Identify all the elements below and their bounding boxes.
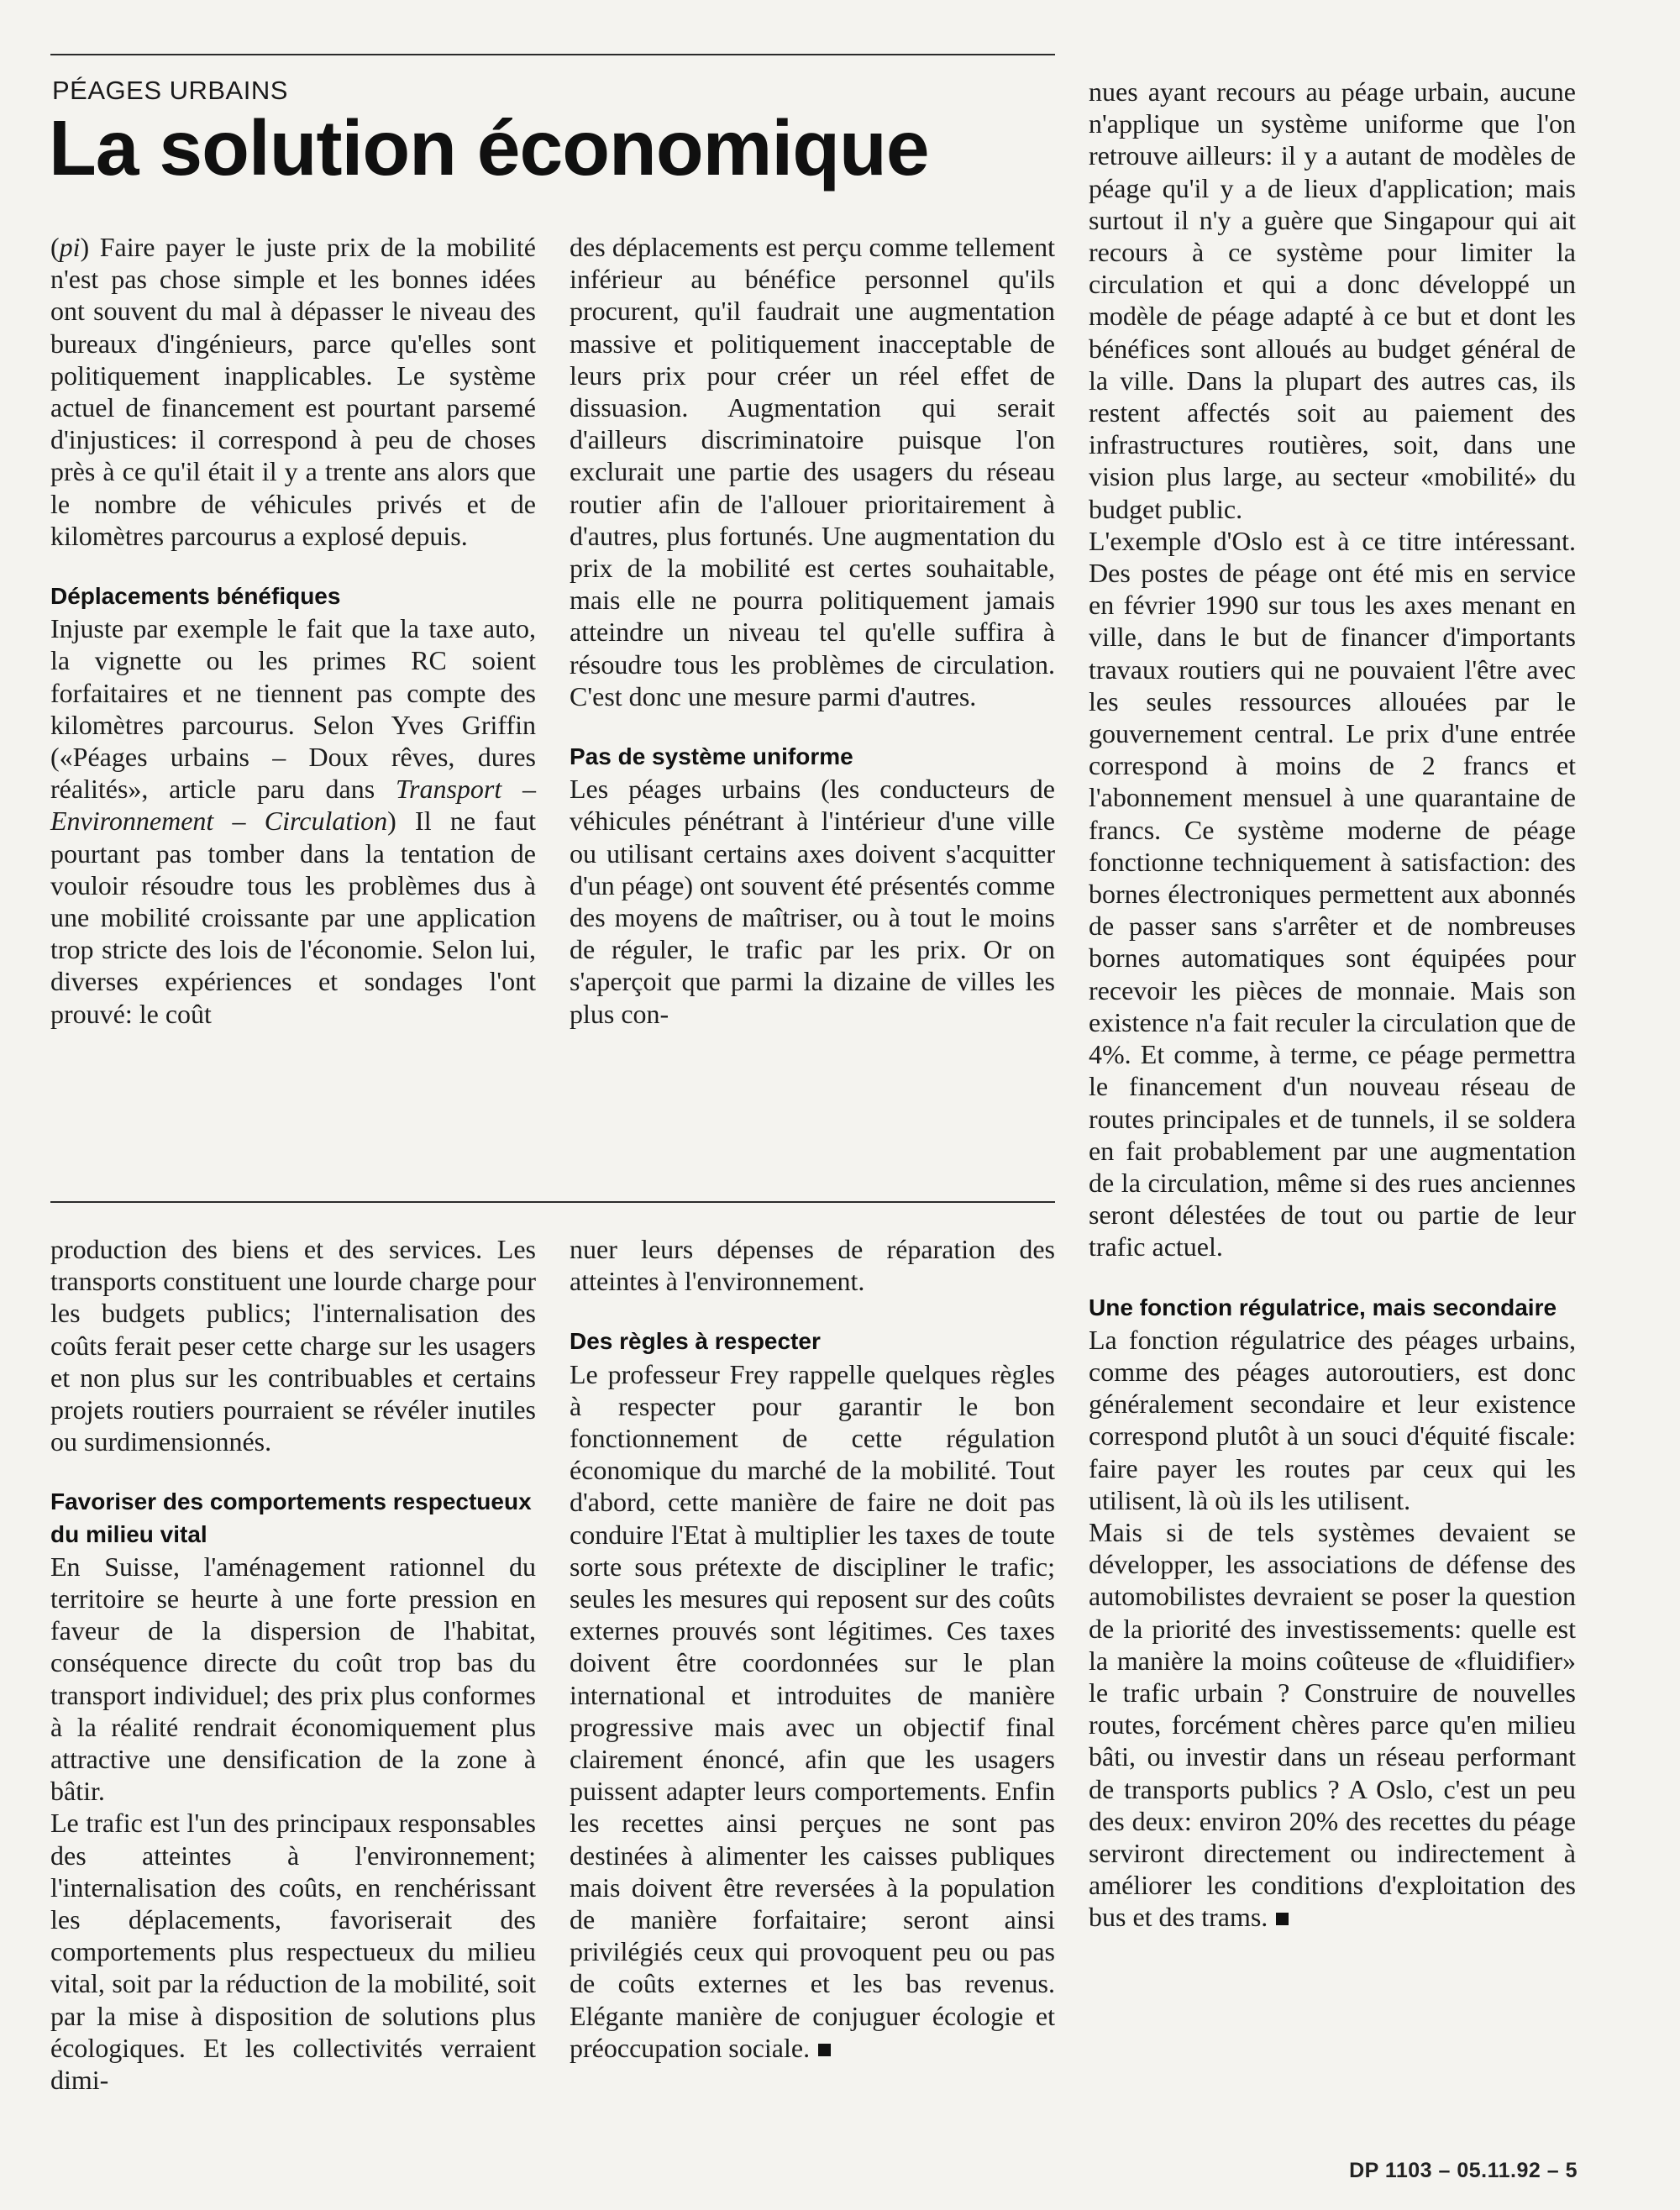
- subheading: Une fonction régulatrice, mais secondaire: [1089, 1294, 1557, 1320]
- paragraph: Injuste par exemple le fait que la taxe auto, la vignette ou les primes RC soient forfaitaires et ne tiennent pas compte des kilomètres parcourus. Selon Yves Griffin («Péages urbains – Doux rêves, dures réalités», article paru dans Transport – Environnement – Circulation) Il ne faut pourtant pas tomber dans la tentation de vouloir résoudre tous les problèmes dus à une mobilité croissante par une application trop stricte des lois de l'économie. Selon lui, diverses expériences et sondages l'ont prouvé: le coût: [50, 613, 537, 1029]
- paragraph: La fonction régulatrice des péages urbains, comme des péages autoroutiers, est donc généralement secondaire et leur existence correspond plutôt à un souci d'équité fiscale: faire payer les routes par ceux qui les utilisent, là où ils les utilisent.: [1089, 1324, 1576, 1515]
- subheading: Des règles à respecter: [570, 1328, 821, 1355]
- paragraph: nues ayant recours au péage urbain, aucune n'applique un système uniforme que l'on retrouve ailleurs: il y a autant de modèles de péage qu'il y a de lieux d'application; mais surtout il n'y a guère que Singapour qui ait recours à ce système pour limiter la circulation et qui a donc développé un modèle de péage adapté à ce but et dont les bénéfices sont alloués au budget général de la ville. Dans la plupart des autres cas, ils restent affectés soit au paiement des infrastructures routières, soit, dans une vision plus large, au secteur «mobilité» du budget public.: [1089, 76, 1576, 524]
- column-2: [570, 231, 1055, 1030]
- paragraph: Les péages urbains (les conducteurs de véhicules pénétrant à l'intérieur d'une ville ou utilisant certains axes doivent s'acquitter d'un péage) ont souvent été présentés comme des moyens de maîtriser, ou à tout le moins de réguler, le trafic par les prix. Or on s'aperçoit que parmi la dizaine de villes les plus con-: [570, 774, 1056, 1029]
- column-1: [50, 231, 536, 1030]
- author-initials: pi: [59, 232, 81, 262]
- subheading: Favoriser des comportements respectueux du milieu vital: [50, 1488, 532, 1547]
- column-5: [570, 1233, 1055, 2064]
- column-4: [50, 1233, 536, 2096]
- paragraph: Mais si de tels systèmes devaient se développer, les associations de défense des automobilistes devraient se poser la question de la priorité des investissements: quelle est la manière la moins coûteuse de «fluidifier» le trafic urbain ? Construire de nouvelles routes, forcément chères parce qu'en milieu bâti, ou investir dans un réseau performant de transports publics ? A Oslo, c'est un peu des deux: environ 20% des recettes du péage serviront directement ou indirectement à améliorer les conditions d'exploitation des bus et des trams.: [1089, 1516, 1576, 1933]
- top-rule: [50, 54, 1055, 55]
- section-kicker: PÉAGES URBAINS: [52, 76, 288, 105]
- paragraph: nuer leurs dépenses de réparation des atteintes à l'environnement.: [570, 1234, 1055, 1297]
- paragraph: production des biens et des services. Les transports constituent une lourde charge pour les budgets publics; l'internalisation des coûts ferait peser cette charge sur les usagers et non plus sur les contribuables et certains projets routiers pourraient se révéler inutiles ou surdimensionnés.: [50, 1234, 536, 1457]
- end-of-article-mark: [1276, 1913, 1289, 1925]
- paragraph: Le professeur Frey rappelle quelques règles à respecter pour garantir le bon fonctionnement de cette régulation économique du marché de la mobilité. Tout d'abord, cette manière de faire ne doit pas conduire l'Etat à multiplier les taxes de toute sorte sous prétexte de discipliner le trafic; seules les mesures qui reposent sur des coûts externes prouvés sont légitimes. Ces taxes doivent être coordonnées sur le plan international et introduites de manière progressive mais avec un objectif final clairement énoncé, afin que les usagers puissent adapter leurs comportements. Enfin les recettes ainsi perçues ne sont pas destinées à alimenter les caisses publiques mais doivent être reversées à la population de manière forfaitaire; seront ainsi privilégiés ceux qui provoquent peu ou pas de coûts externes et les bas revenus. Elégante manière de conjuguer écologie et préoccupation sociale.: [570, 1358, 1055, 2063]
- paragraph: En Suisse, l'aménagement rationnel du territoire se heurte à une forte pression en faveur de la dispersion de l'habitat, conséquence directe du coût trop bas du transport individuel; des prix plus conformes à la réalité rendrait économiquement plus attractive une densification de la zone à bâtir.: [50, 1551, 536, 1807]
- subheading: Pas de système uniforme: [570, 743, 853, 770]
- column-3: [1089, 76, 1576, 1934]
- end-of-article-mark: [818, 2044, 831, 2056]
- page-footer: DP 1103 – 05.11.92 – 5: [1349, 2159, 1578, 2182]
- subheading: Déplacements bénéfiques: [50, 583, 341, 610]
- paragraph: des déplacements est perçu comme tellement inférieur au bénéfice personnel qu'ils procurent, qu'il faudrait une augmentation massive et politiquement inacceptable de leurs prix pour créer un réel effet de dissuasion. Augmentation qui serait d'ailleurs discriminatoire puisque l'on exclurait une partie des usagers du réseau routier afin de l'allouer prioritairement à d'autres, plus fortunés. Une augmentation du prix de la mobilité est certes souhaitable, mais elle ne pourra politiquement jamais atteindre un niveau tel qu'elle suffira à résoudre tous les problèmes de circulation. C'est donc une mesure parmi d'autres.: [570, 232, 1055, 711]
- paragraph: Le trafic est l'un des principaux responsables des atteintes à l'environnement; l'internalisation des coûts, en renchérissant les déplacements, favoriserait des comportements plus respectueux du milieu vital, soit par la réduction de la mobilité, soit par la mise à disposition de solutions plus écologiques. Et les collectivités verraient dimi-: [50, 1808, 536, 2096]
- paragraph: (pi) Faire payer le juste prix de la mobilité n'est pas chose simple et les bonnes idées ont souvent du mal à dépasser le niveau des bureaux d'ingénieurs, parce qu'elles sont politiquement inapplicables. Le système actuel de financement est pourtant parsemé d'injustices: il correspond à peu de choses près à ce qu'il était il y a trente ans alors que le nombre de véhicules privés et de kilomètres parcourus a explosé depuis.: [50, 232, 536, 551]
- article-headline: La solution économique: [49, 104, 929, 192]
- paragraph: L'exemple d'Oslo est à ce titre intéressant. Des postes de péage ont été mis en service en février 1990 sur tous les axes menant en ville, dans le but de financer d'importants travaux routiers qui ne pouvaient l'être avec les seules ressources allouées par le gouvernement central. Le prix d'une entrée correspond à moins de 2 francs et l'abonnement mensuel à une quarantaine de francs. Ce système moderne de péage fonctionne techniquement à satisfaction: des bornes électroniques permettent aux abonnés de passer sans s'arrêter et de nombreuses bornes automatiques sont équipées pour recevoir les pièces de monnaie. Mais son existence n'a fait reculer la circulation que de 4%. Et comme, à terme, ce péage permettra le financement d'un nouveau réseau de routes principales et de tunnels, il se soldera en fait probablement par une augmentation de la circulation, même si des rues anciennes seront délestées de tout ou partie de leur trafic actuel.: [1089, 525, 1576, 1262]
- middle-rule: [50, 1201, 1055, 1203]
